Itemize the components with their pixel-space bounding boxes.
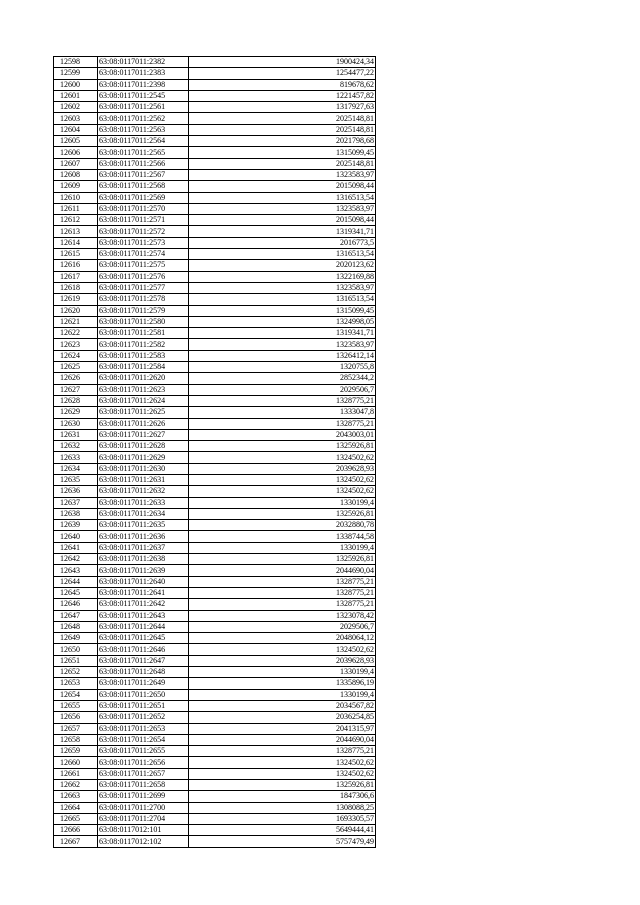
cadastral-number-cell: 63:08:0117011:2545 [98,90,189,101]
table-row [54,136,376,147]
row-number-cell: 12619 [54,294,98,305]
row-number-cell: 12642 [54,554,98,565]
table-row [54,542,376,553]
cadastral-value-cell: 1324502,62 [189,474,376,485]
cadastral-value-cell: 2029506,7 [189,621,376,632]
cadastral-number-cell: 63:08:0117011:2581 [98,328,189,339]
cadastral-value-cell: 1316513,54 [189,249,376,260]
table-body [54,57,376,848]
table-row [54,621,376,632]
cadastral-value-cell: 1338744,58 [189,531,376,542]
cadastral-value-cell: 1900424,34 [189,57,376,68]
cadastral-number-cell: 63:08:0117011:2655 [98,746,189,757]
cadastral-number-cell: 63:08:0117011:2700 [98,802,189,813]
table-row [54,339,376,350]
cadastral-value-cell: 2016773,5 [189,237,376,248]
cadastral-value-cell: 1328775,21 [189,395,376,406]
cadastral-value-cell: 1328775,21 [189,587,376,598]
cadastral-number-cell: 63:08:0117011:2651 [98,700,189,711]
cadastral-value-cell: 2029506,7 [189,384,376,395]
cadastral-value-cell: 1325926,81 [189,508,376,519]
cadastral-number-cell: 63:08:0117011:2632 [98,486,189,497]
table-row [54,610,376,621]
cadastral-number-cell: 63:08:0117011:2639 [98,565,189,576]
table-row [54,316,376,327]
table-row [54,384,376,395]
table-row [54,599,376,610]
table-row [54,802,376,813]
table-row [54,373,376,384]
row-number-cell: 12622 [54,328,98,339]
table-row [54,113,376,124]
cadastral-number-cell: 63:08:0117011:2382 [98,57,189,68]
table-row [54,497,376,508]
table-row [54,79,376,90]
cadastral-value-cell: 1326412,14 [189,350,376,361]
table-row [54,813,376,824]
cadastral-number-cell: 63:08:0117011:2583 [98,350,189,361]
table-row [54,723,376,734]
cadastral-value-cell: 1328775,21 [189,418,376,429]
cadastral-number-cell: 63:08:0117011:2638 [98,554,189,565]
cadastral-number-cell: 63:08:0117011:2398 [98,79,189,90]
row-number-cell: 12662 [54,780,98,791]
cadastral-value-cell: 1323583,97 [189,282,376,293]
cadastral-number-cell: 63:08:0117011:2654 [98,734,189,745]
row-number-cell: 12651 [54,655,98,666]
cadastral-value-cell: 1328775,21 [189,599,376,610]
cadastral-number-cell: 63:08:0117011:2642 [98,599,189,610]
cadastral-number-cell: 63:08:0117011:2570 [98,203,189,214]
cadastral-value-cell: 1317927,63 [189,102,376,113]
table-row [54,271,376,282]
table-row [54,328,376,339]
cadastral-number-cell: 63:08:0117011:2620 [98,373,189,384]
cadastral-number-cell: 63:08:0117011:2582 [98,339,189,350]
cadastral-number-cell: 63:08:0117011:2563 [98,124,189,135]
table-row [54,587,376,598]
table-row [54,780,376,791]
cadastral-value-cell: 1330199,4 [189,667,376,678]
row-number-cell: 12652 [54,667,98,678]
row-number-cell: 12629 [54,407,98,418]
cadastral-number-cell: 63:08:0117011:2566 [98,158,189,169]
cadastral-value-cell: 1322169,88 [189,271,376,282]
row-number-cell: 12632 [54,441,98,452]
table-row [54,712,376,723]
cadastral-number-cell: 63:08:0117012:102 [98,836,189,847]
cadastral-number-cell: 63:08:0117011:2580 [98,316,189,327]
table-row [54,203,376,214]
row-number-cell: 12631 [54,429,98,440]
cadastral-value-cell: 1323078,42 [189,610,376,621]
row-number-cell: 12645 [54,587,98,598]
cadastral-number-cell: 63:08:0117011:2579 [98,305,189,316]
cadastral-number-cell: 63:08:0117011:2623 [98,384,189,395]
table-row [54,757,376,768]
row-number-cell: 12627 [54,384,98,395]
cadastral-value-cell: 1308088,25 [189,802,376,813]
row-number-cell: 12598 [54,57,98,68]
table-row [54,441,376,452]
row-number-cell: 12602 [54,102,98,113]
table-row [54,520,376,531]
row-number-cell: 12634 [54,463,98,474]
table-row [54,678,376,689]
table-row [54,260,376,271]
cadastral-value-cell: 1324998,05 [189,316,376,327]
row-number-cell: 12639 [54,520,98,531]
cadastral-number-cell: 63:08:0117011:2657 [98,768,189,779]
cadastral-value-cell: 1324502,62 [189,768,376,779]
table-row [54,249,376,260]
row-number-cell: 12610 [54,192,98,203]
cadastral-number-cell: 63:08:0117011:2562 [98,113,189,124]
row-number-cell: 12616 [54,260,98,271]
cadastral-value-cell: 1333047,8 [189,407,376,418]
cadastral-number-cell: 63:08:0117011:2636 [98,531,189,542]
row-number-cell: 12658 [54,734,98,745]
table-row [54,474,376,485]
cadastral-number-cell: 63:08:0117011:2628 [98,441,189,452]
cadastral-number-cell: 63:08:0117011:2649 [98,678,189,689]
row-number-cell: 12618 [54,282,98,293]
table-row [54,746,376,757]
row-number-cell: 12660 [54,757,98,768]
cadastral-value-cell: 1325926,81 [189,554,376,565]
cadastral-value-cell: 1324502,62 [189,644,376,655]
row-number-cell: 12600 [54,79,98,90]
table-row [54,90,376,101]
row-number-cell: 12654 [54,689,98,700]
cadastral-value-cell: 2025148,81 [189,158,376,169]
cadastral-value-cell: 1221457,82 [189,90,376,101]
cadastral-number-cell: 63:08:0117011:2627 [98,429,189,440]
table-row [54,192,376,203]
row-number-cell: 12608 [54,169,98,180]
cadastral-number-cell: 63:08:0117011:2574 [98,249,189,260]
cadastral-number-cell: 63:08:0117011:2578 [98,294,189,305]
cadastral-number-cell: 63:08:0117011:2640 [98,576,189,587]
row-number-cell: 12661 [54,768,98,779]
row-number-cell: 12605 [54,136,98,147]
cadastral-number-cell: 63:08:0117011:2567 [98,169,189,180]
cadastral-number-cell: 63:08:0117011:2647 [98,655,189,666]
table-row [54,215,376,226]
table-row [54,294,376,305]
table-row [54,565,376,576]
row-number-cell: 12647 [54,610,98,621]
cadastral-value-cell: 1325926,81 [189,780,376,791]
table-row [54,418,376,429]
cadastral-number-cell: 63:08:0117011:2571 [98,215,189,226]
cadastral-value-cell: 1328775,21 [189,746,376,757]
row-number-cell: 12650 [54,644,98,655]
table-row [54,508,376,519]
cadastral-number-cell: 63:08:0117011:2643 [98,610,189,621]
row-number-cell: 12624 [54,350,98,361]
table-row [54,181,376,192]
cadastral-value-cell: 1315099,45 [189,305,376,316]
row-number-cell: 12648 [54,621,98,632]
table-row [54,576,376,587]
cadastral-number-cell: 63:08:0117011:2626 [98,418,189,429]
cadastral-value-cell: 1319341,71 [189,328,376,339]
row-number-cell: 12666 [54,825,98,836]
table-row [54,305,376,316]
cadastral-value-cell: 2043003,01 [189,429,376,440]
table-row [54,362,376,373]
table-row [54,169,376,180]
row-number-cell: 12607 [54,158,98,169]
cadastral-value-cell: 1330199,4 [189,542,376,553]
cadastral-number-cell: 63:08:0117011:2656 [98,757,189,768]
row-number-cell: 12621 [54,316,98,327]
row-number-cell: 12646 [54,599,98,610]
cadastral-number-cell: 63:08:0117011:2631 [98,474,189,485]
table-row [54,158,376,169]
cadastral-number-cell: 63:08:0117011:2653 [98,723,189,734]
cadastral-number-cell: 63:08:0117011:2699 [98,791,189,802]
cadastral-number-cell: 63:08:0117011:2565 [98,147,189,158]
cadastral-value-cell: 2044690,04 [189,734,376,745]
row-number-cell: 12655 [54,700,98,711]
cadastral-value-cell: 2020123,62 [189,260,376,271]
table-row [54,825,376,836]
cadastral-number-cell: 63:08:0117011:2629 [98,452,189,463]
row-number-cell: 12606 [54,147,98,158]
cadastral-value-cell: 1335896,19 [189,678,376,689]
table-row [54,667,376,678]
row-number-cell: 12640 [54,531,98,542]
table-row [54,734,376,745]
row-number-cell: 12626 [54,373,98,384]
cadastral-value-cell: 1320755,8 [189,362,376,373]
cadastral-number-cell: 63:08:0117011:2634 [98,508,189,519]
table-row [54,68,376,79]
table-row [54,700,376,711]
cadastral-number-cell: 63:08:0117011:2658 [98,780,189,791]
table-row [54,395,376,406]
row-number-cell: 12625 [54,362,98,373]
cadastral-value-cell: 1330199,4 [189,497,376,508]
cadastral-number-cell: 63:08:0117011:2569 [98,192,189,203]
table-row [54,407,376,418]
cadastral-value-cell: 1847306,6 [189,791,376,802]
cadastral-number-cell: 63:08:0117011:2652 [98,712,189,723]
row-number-cell: 12630 [54,418,98,429]
table-row [54,768,376,779]
cadastral-number-cell: 63:08:0117011:2646 [98,644,189,655]
cadastral-value-cell: 2036254,85 [189,712,376,723]
cadastral-value-cell: 1319341,71 [189,226,376,237]
table-row [54,554,376,565]
cadastral-number-cell: 63:08:0117011:2644 [98,621,189,632]
cadastral-value-cell: 2025148,81 [189,113,376,124]
table-row [54,102,376,113]
row-number-cell: 12599 [54,68,98,79]
row-number-cell: 12601 [54,90,98,101]
table-row [54,655,376,666]
row-number-cell: 12665 [54,813,98,824]
row-number-cell: 12604 [54,124,98,135]
cadastral-value-cell: 1324502,62 [189,452,376,463]
cadastral-value-cell: 2034567,82 [189,700,376,711]
cadastral-number-cell: 63:08:0117011:2568 [98,181,189,192]
cadastral-number-cell: 63:08:0117011:2704 [98,813,189,824]
cadastral-value-cell: 2048064,12 [189,633,376,644]
cadastral-number-cell: 63:08:0117011:2584 [98,362,189,373]
row-number-cell: 12623 [54,339,98,350]
table-row [54,633,376,644]
row-number-cell: 12656 [54,712,98,723]
cadastral-number-cell: 63:08:0117011:2648 [98,667,189,678]
cadastral-value-cell: 1316513,54 [189,294,376,305]
table-row [54,836,376,847]
cadastral-value-table-sheet [53,56,376,848]
table-row [54,689,376,700]
table-row [54,237,376,248]
table-row [54,644,376,655]
cadastral-number-cell: 63:08:0117011:2630 [98,463,189,474]
table-row [54,147,376,158]
cadastral-value-cell: 2044690,04 [189,565,376,576]
cadastral-value-cell: 1330199,4 [189,689,376,700]
cadastral-value-cell: 2852344,2 [189,373,376,384]
cadastral-value-cell: 1316513,54 [189,192,376,203]
cadastral-value-cell: 1324502,62 [189,486,376,497]
row-number-cell: 12664 [54,802,98,813]
row-number-cell: 12649 [54,633,98,644]
cadastral-value-cell: 2015098,44 [189,215,376,226]
row-number-cell: 12653 [54,678,98,689]
table-row [54,791,376,802]
row-number-cell: 12633 [54,452,98,463]
row-number-cell: 12659 [54,746,98,757]
cadastral-number-cell: 63:08:0117011:2637 [98,542,189,553]
cadastral-value-cell: 2015098,44 [189,181,376,192]
cadastral-value-cell: 2021798,68 [189,136,376,147]
row-number-cell: 12620 [54,305,98,316]
cadastral-number-cell: 63:08:0117011:2625 [98,407,189,418]
cadastral-value-cell: 819678,62 [189,79,376,90]
cadastral-value-cell: 1323583,97 [189,169,376,180]
cadastral-number-cell: 63:08:0117011:2573 [98,237,189,248]
row-number-cell: 12603 [54,113,98,124]
row-number-cell: 12636 [54,486,98,497]
cadastral-value-cell: 2041315,97 [189,723,376,734]
table-row [54,531,376,542]
cadastral-value-cell: 1315099,45 [189,147,376,158]
row-number-cell: 12615 [54,249,98,260]
table-row [54,124,376,135]
table-row [54,486,376,497]
cadastral-value-cell: 2039628,93 [189,655,376,666]
table-row [54,282,376,293]
row-number-cell: 12609 [54,181,98,192]
row-number-cell: 12667 [54,836,98,847]
row-number-cell: 12614 [54,237,98,248]
table-row [54,57,376,68]
table-row [54,463,376,474]
row-number-cell: 12663 [54,791,98,802]
table-row [54,429,376,440]
cadastral-value-cell: 1693305,57 [189,813,376,824]
cadastral-number-cell: 63:08:0117011:2575 [98,260,189,271]
cadastral-number-cell: 63:08:0117011:2645 [98,633,189,644]
row-number-cell: 12637 [54,497,98,508]
cadastral-number-cell: 63:08:0117011:2576 [98,271,189,282]
row-number-cell: 12644 [54,576,98,587]
row-number-cell: 12613 [54,226,98,237]
row-number-cell: 12643 [54,565,98,576]
row-number-cell: 12657 [54,723,98,734]
cadastral-number-cell: 63:08:0117012:101 [98,825,189,836]
row-number-cell: 12641 [54,542,98,553]
cadastral-value-cell: 5649444,41 [189,825,376,836]
table-row [54,452,376,463]
cadastral-value-cell: 2039628,93 [189,463,376,474]
cadastral-number-cell: 63:08:0117011:2641 [98,587,189,598]
cadastral-value-table [53,56,376,848]
cadastral-number-cell: 63:08:0117011:2572 [98,226,189,237]
row-number-cell: 12611 [54,203,98,214]
cadastral-value-cell: 1325926,81 [189,441,376,452]
table-row [54,226,376,237]
cadastral-value-cell: 1328775,21 [189,576,376,587]
cadastral-value-cell: 1324502,62 [189,757,376,768]
row-number-cell: 12635 [54,474,98,485]
row-number-cell: 12628 [54,395,98,406]
cadastral-number-cell: 63:08:0117011:2561 [98,102,189,113]
cadastral-number-cell: 63:08:0117011:2624 [98,395,189,406]
row-number-cell: 12612 [54,215,98,226]
row-number-cell: 12638 [54,508,98,519]
cadastral-number-cell: 63:08:0117011:2633 [98,497,189,508]
cadastral-value-cell: 5757479,49 [189,836,376,847]
cadastral-value-cell: 1323583,97 [189,203,376,214]
cadastral-number-cell: 63:08:0117011:2577 [98,282,189,293]
table-row [54,350,376,361]
cadastral-number-cell: 63:08:0117011:2650 [98,689,189,700]
cadastral-number-cell: 63:08:0117011:2564 [98,136,189,147]
cadastral-value-cell: 2032880,78 [189,520,376,531]
cadastral-number-cell: 63:08:0117011:2635 [98,520,189,531]
cadastral-value-cell: 1254477,22 [189,68,376,79]
cadastral-value-cell: 1323583,97 [189,339,376,350]
cadastral-value-cell: 2025148,81 [189,124,376,135]
row-number-cell: 12617 [54,271,98,282]
cadastral-number-cell: 63:08:0117011:2383 [98,68,189,79]
